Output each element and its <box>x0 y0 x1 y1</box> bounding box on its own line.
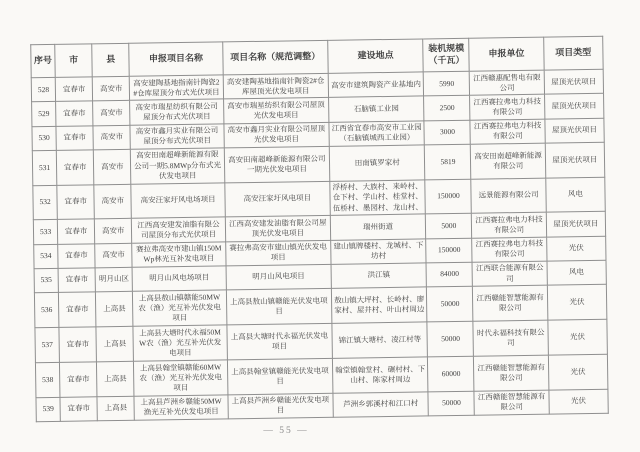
cell-location: 江西省宜春市高安市工业园（石脑镇城西工业园） <box>329 120 425 146</box>
column-header-location: 建设地点 <box>328 39 424 73</box>
cell-capacity_kw: 50000 <box>428 391 475 416</box>
cell-adjusted_name: 高安田南超峰新能源有限公司一期光伏发电项目 <box>224 146 330 182</box>
cell-location: 敖山镇大坪村、长岭村、廖家村、屋井村、叶山村周边 <box>331 287 427 323</box>
cell-adjusted_name: 高安市鑫月实业有限公司屋顶光伏发电项目 <box>224 122 330 148</box>
cell-no: 530 <box>32 126 56 151</box>
column-header-capacity_kw: 装机规模（千瓦） <box>423 38 470 72</box>
cell-declared_name: 上高县大塘时代永福50MW农（渔）光互补光伏发电项目 <box>133 325 227 361</box>
cell-type: 光伏 <box>548 319 608 355</box>
column-header-county: 县 <box>92 43 130 77</box>
cell-no: 537 <box>35 327 60 362</box>
cell-no: 532 <box>33 185 58 220</box>
cell-no: 538 <box>35 362 60 397</box>
cell-declared_name: 明月山风电场项目 <box>132 266 226 292</box>
cell-declared_name: 高安市瑞星纺织有限公司屋顶分布式光伏项目 <box>130 99 224 125</box>
cell-applicant: 江西赛拉弗电力科技有限公司 <box>470 119 545 144</box>
cell-type: 屋顶光伏项目 <box>545 142 605 178</box>
cell-no: 528 <box>31 77 55 102</box>
cell-applicant: 江西赣能智慧能源有限公司 <box>473 285 548 321</box>
cell-location: 建山镇牌楼村、龙城村、下坊村 <box>331 239 427 265</box>
cell-type: 光伏 <box>547 284 607 320</box>
cell-adjusted_name: 上高县芦洲乡赣能光伏发电项目 <box>228 393 334 419</box>
cell-county: 上高县 <box>96 291 134 326</box>
cell-applicant: 高安田南超峰新能源有限公司 <box>471 143 546 179</box>
cell-county: 高安市 <box>95 243 132 268</box>
cell-location: 锦江镇大塘村、凌江村等 <box>332 322 428 358</box>
cell-declared_name: 江西高安建发油脂有限公司屋顶分布式光伏项目 <box>132 217 226 243</box>
cell-adjusted_name: 高安汪家圩风电项目 <box>224 181 330 217</box>
cell-no: 535 <box>34 268 58 293</box>
cell-declared_name: 高安建陶基地指南针陶瓷2#仓库屋顶分布式光伏项目 <box>130 75 224 101</box>
cell-applicant: 江西联合能源有限公司 <box>472 261 547 286</box>
cell-city: 宜春市 <box>60 362 98 397</box>
cell-type: 光伏 <box>548 354 608 390</box>
table-body <box>31 69 608 421</box>
cell-location: 高安市建筑陶瓷产业基地内 <box>328 72 424 98</box>
cell-capacity_kw: 60000 <box>428 356 475 392</box>
column-header-applicant: 申报单位 <box>469 37 544 71</box>
cell-capacity_kw: 3000 <box>424 120 471 145</box>
column-header-no: 序号 <box>31 44 56 77</box>
cell-city: 宜春市 <box>56 150 94 185</box>
cell-capacity_kw: 50000 <box>427 286 474 322</box>
cell-adjusted_name: 上高县敖山镇赣能光伏发电项目 <box>226 288 332 324</box>
column-header-city: 市 <box>55 44 93 78</box>
cell-capacity_kw: 84000 <box>426 262 473 287</box>
cell-county: 高安市 <box>95 219 132 244</box>
cell-county: 上高县 <box>97 396 134 421</box>
cell-location: 洪江镇 <box>331 263 427 289</box>
cell-applicant: 江西赣惠配售电有限公司 <box>470 70 545 95</box>
cell-city: 宜春市 <box>55 77 92 102</box>
cell-capacity_kw: 150000 <box>425 179 472 215</box>
cell-city: 宜春市 <box>57 184 95 219</box>
cell-no: 534 <box>34 244 58 269</box>
cell-declared_name: 上高县芦洲乡赣能50MW渔光互补光伏发电项目 <box>134 395 228 421</box>
cell-no: 539 <box>36 397 60 422</box>
cell-applicant: 江西赛拉弗电力科技有限公司 <box>470 94 545 119</box>
cell-city: 宜春市 <box>58 243 95 268</box>
page-number: — 55 — <box>263 426 309 436</box>
cell-no: 531 <box>32 150 57 185</box>
cell-city: 宜春市 <box>58 292 96 327</box>
cell-capacity_kw: 5819 <box>425 144 472 180</box>
column-header-type: 项目类型 <box>543 36 603 70</box>
cell-adjusted_name: 江西高安建发油脂有限公司屋顶光伏发电项目 <box>225 216 331 242</box>
cell-applicant: 江西赣能智慧能源有限公司 <box>474 355 549 391</box>
column-header-adjusted_name: 项目名称（规范调整） <box>222 40 328 75</box>
cell-declared_name: 高安市鑫月实业有限公司屋顶分布式光伏项目 <box>130 123 224 149</box>
cell-location: 翰堂镇翰堂村、碾村村、下山村、陈家村周边 <box>332 357 428 393</box>
cell-capacity_kw: 150000 <box>426 238 473 263</box>
cell-adjusted_name: 赛拉弗高安市建山镇光伏发电项目 <box>225 240 331 266</box>
cell-declared_name: 高安田南超峰新能源有限公司一期5.8MWp分布式光伏发电项目 <box>131 148 225 184</box>
cell-county: 高安市 <box>93 101 130 126</box>
cell-applicant: 江西赣能智慧能源有限公司 <box>474 390 549 415</box>
cell-county: 上高县 <box>96 326 134 361</box>
cell-capacity_kw: 50000 <box>427 321 474 357</box>
column-header-declared_name: 申报项目名称 <box>129 42 223 76</box>
cell-capacity_kw: 2500 <box>424 96 471 121</box>
cell-county: 高安市 <box>94 184 132 219</box>
cell-capacity_kw: 5000 <box>426 214 473 239</box>
cell-city: 宜春市 <box>60 396 97 421</box>
cell-adjusted_name: 上高县翰堂镇赣能光伏发电项目 <box>227 358 333 394</box>
cell-city: 宜春市 <box>56 101 93 126</box>
cell-type: 风电 <box>547 260 607 285</box>
cell-city: 宜春市 <box>58 268 95 293</box>
cell-type: 屋顶光伏项目 <box>546 212 606 237</box>
cell-type: 屋顶光伏项目 <box>545 118 605 143</box>
cell-county: 高安市 <box>93 125 130 150</box>
cell-adjusted_name: 高安建陶基地指南针陶瓷2#仓库屋顶光伏发电项目 <box>223 73 329 99</box>
cell-location: 浮桥村、大族村、来岭村、仓下村、学山村、桂堂村、伍桥村、墨园村、龙山村、 <box>330 180 426 216</box>
cell-county: 明月山区 <box>95 267 132 292</box>
cell-no: 529 <box>32 102 56 127</box>
cell-applicant: 远景能源有限公司 <box>471 178 546 214</box>
cell-adjusted_name: 高安市瑞星纺织有限公司屋顶光伏发电项目 <box>223 98 329 124</box>
cell-declared_name: 上高县敖山镇赣能50MW农（渔）光互补光伏发电项目 <box>133 290 227 326</box>
cell-city: 宜春市 <box>56 125 93 150</box>
cell-type: 风电 <box>545 177 605 213</box>
cell-location: 田南镇罗家村 <box>329 145 425 181</box>
cell-capacity_kw: 5990 <box>424 71 471 96</box>
cell-location: 芦洲乡郭溪村和江口村 <box>333 392 429 418</box>
cell-adjusted_name: 明月山风电项目 <box>226 264 332 290</box>
cell-adjusted_name: 上高县大塘时代永福光伏发电项目 <box>227 323 333 359</box>
cell-type: 屋顶光伏项目 <box>544 94 604 119</box>
cell-type: 屋顶光伏项目 <box>544 69 604 94</box>
cell-no: 533 <box>33 220 57 245</box>
cell-type: 光伏 <box>546 236 606 261</box>
cell-county: 高安市 <box>92 76 129 101</box>
cell-applicant: 江西赛拉弗电力科技有限公司 <box>472 237 547 262</box>
cell-location: 瑞州街道 <box>330 214 426 240</box>
cell-county: 上高县 <box>97 361 135 396</box>
cell-county: 高安市 <box>94 149 132 184</box>
cell-declared_name: 赛拉弗高安市建山镇150MWp林光互补发电项目 <box>132 242 226 268</box>
cell-no: 536 <box>34 293 59 328</box>
cell-location: 石脑镇工业园 <box>329 96 425 122</box>
cell-declared_name: 上高县翰堂镇赣能60MW农（渔）光互补光伏发电项目 <box>134 360 228 396</box>
cell-type: 光伏 <box>549 389 609 414</box>
projects-table <box>30 36 609 422</box>
cell-city: 宜春市 <box>59 327 97 362</box>
cell-applicant: 时代永福科技有限公司 <box>473 320 548 356</box>
cell-city: 宜春市 <box>57 219 94 244</box>
cell-applicant: 江西赛拉弗电力科技有限公司 <box>472 213 547 238</box>
cell-declared_name: 高安汪家圩风电场项目 <box>131 182 225 218</box>
